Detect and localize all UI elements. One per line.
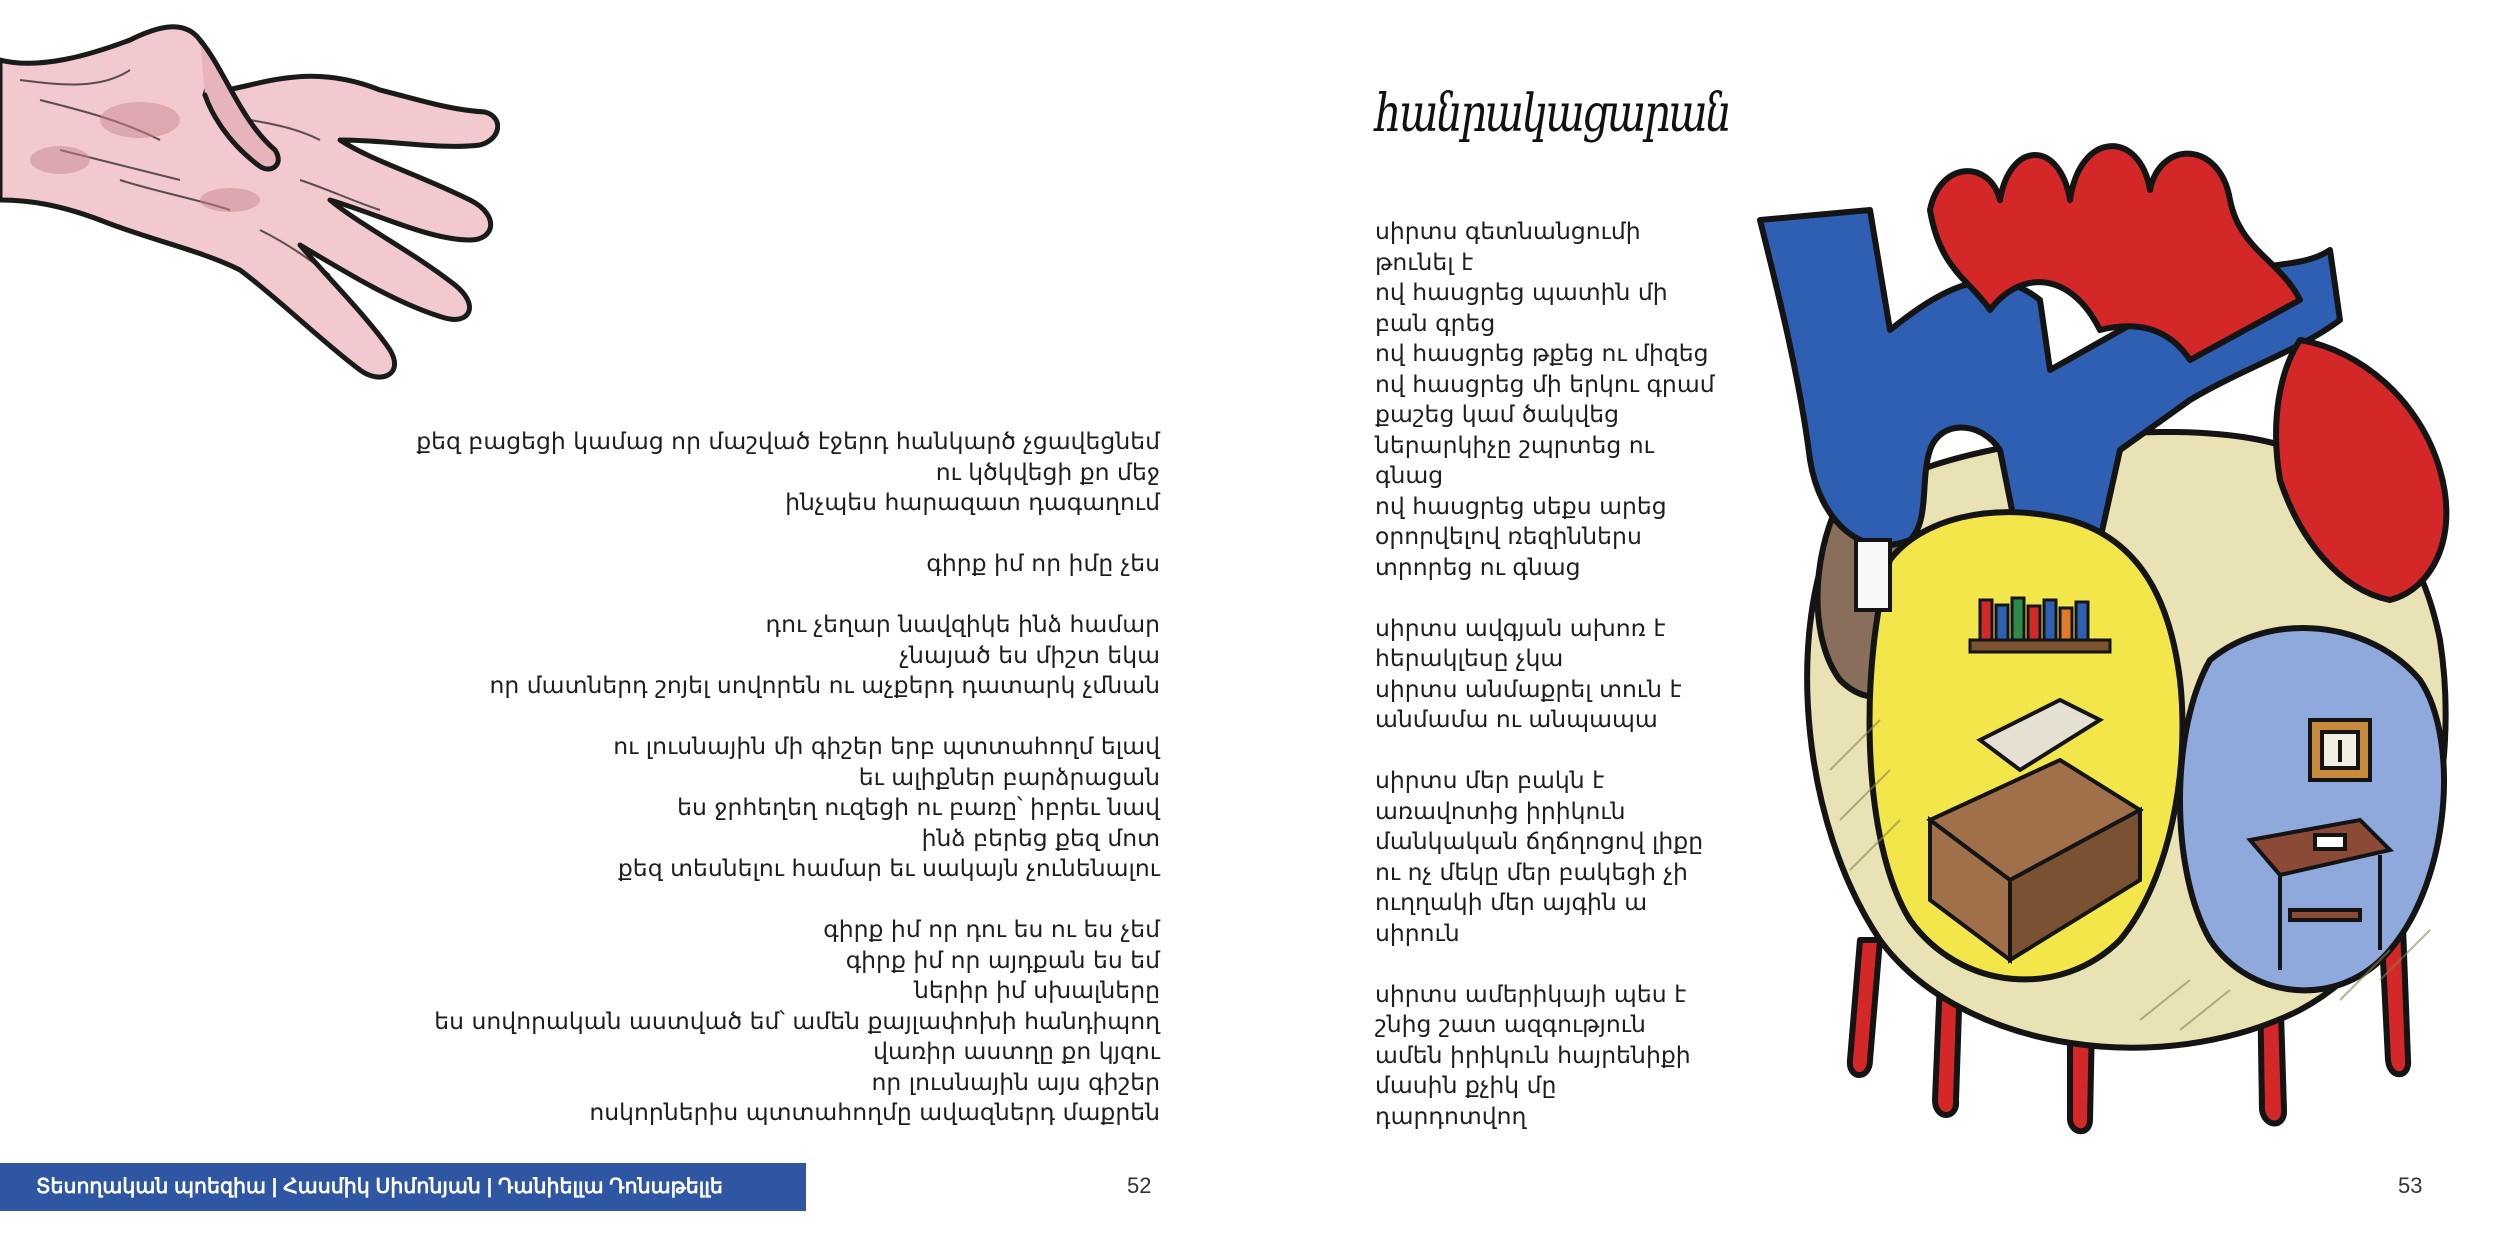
poem-line: ներիր իմ սխալները [914,976,1160,1004]
poem-line: չնայած ես միշտ եկա [899,640,1160,669]
poem-line: քաշեց կամ ծակվեց [1375,400,1620,428]
poem-line: սիրտս ավգյան ախոռ է [1375,613,1666,642]
poem-line: սիրտս գետնանցումի [1375,217,1641,245]
poem-line: դու չեղար նավզիկե ինձ համար [765,610,1160,638]
poem-line: ես սովորական աստված եմ՝ ամեն քայլափոխի հանդիպող [434,1006,1160,1035]
poem-line: ներարկիչը շպրտեց ու [1375,430,1654,459]
poem-line: ու լուսնային մի գիշեր երբ պտտահողմ ելավ [613,732,1160,760]
poem-line: սիրուն [1375,918,1460,947]
poem-line: սիրտս ամերիկայի պես է [1375,979,1687,1008]
stanza [1375,765,1795,948]
poem-line: վառիր աստղը քո կյզու [873,1037,1160,1065]
poem-line: որ մատներդ շոյել սովորեն ու աչքերդ դատարկ չմնան [489,671,1160,699]
poem-title: հանրակացարան [1375,84,1730,144]
poem-line: մանկական ճղճղոցով լիքը [1375,827,1704,855]
poem-line: ես ջրհեղեղ ուզեցի ու բառը՝ իբրեւ նավ [677,793,1160,821]
poem-line: ու կծկվեցի քո մեջ [935,457,1160,486]
poem-line: ոսկորներիս պտտահողմը ավազներդ մաքրեն [589,1098,1160,1126]
poem-line: քեզ տեսնելու համար եւ սակայն չունենալու [617,854,1160,882]
poem-line: հերակլեսը չկա [1375,644,1564,672]
poem-line: առավոտից իրիկուն [1375,796,1626,825]
poem-line: սիրտս անմաքրել տուն է [1375,674,1682,703]
poem-line: բան գրեց [1375,308,1496,337]
page-number-right: 53 [2398,1173,2423,1198]
poem-line: գիրք իմ որ դու ես ու ես չեմ [823,915,1160,943]
poem-line: տրորեց ու գնաց [1375,552,1581,581]
anatomical-heart-illustration [1740,120,2500,1140]
stanza [1375,979,1795,1132]
poem-line: ինչպես հարազատ դագաղում [785,488,1160,516]
stanza [1375,216,1795,582]
poem-line: ինձ բերեց քեզ մոտ [921,823,1160,852]
poem-line: որ լուսնային այս գիշեր [871,1067,1160,1096]
stanza [160,731,1160,884]
poem-left [160,426,1160,1128]
poem-line: գնաց [1375,461,1444,489]
poem-line: սիրտս մեր բակն է [1375,766,1605,794]
right-page [1250,0,2500,1250]
poem-line: մասին քչիկ մը [1375,1071,1557,1099]
stanza [160,914,1160,1128]
page-number-left: 52 [1127,1173,1152,1198]
poem-line: շնից շատ ազգություն [1375,1010,1646,1038]
poem-line: ով հասցրեց թքեց ու միզեց [1375,339,1709,367]
poem-right [1375,216,1795,1131]
poem-line: եւ ալիքներ բարձրացան [858,762,1160,791]
poem-line: գիրք իմ որ այդքան ես եմ [845,945,1160,974]
stanza [160,426,1160,518]
stanza [160,548,1160,579]
poem-line: օրորվելով ռեզիններս [1375,522,1642,550]
poem-line: ով հասցրեց պատին մի [1375,278,1668,306]
poem-line: քեզ բացեցի կամաց որ մաշված էջերդ հանկարծ չցավեցնեմ [416,427,1160,455]
poem-line: ամեն իրիկուն հայրենիքի [1375,1040,1691,1069]
book-footer-banner: Տեսողական պոեզիա | Հասմիկ Սիմոնյան | Դանիելլա Դոնաթելլե [0,1163,806,1211]
poem-line: գիրք իմ որ իմը չես [926,549,1160,577]
poem-line: թունել է [1375,247,1474,276]
poem-line: ուղղակի մեր այգին ա [1375,888,1648,916]
poem-line: ով հասցրեց մի երկու գրամ [1375,369,1715,398]
poem-line: ու ոչ մեկը մեր բակեցի չի [1375,857,1688,886]
poem-line: դարդոտվող [1375,1101,1527,1130]
poem-line: ով հասցրեց սեքս արեց [1375,491,1667,520]
stanza [160,609,1160,701]
hand-illustration [0,0,500,400]
poem-line: անմամա ու անպապա [1375,705,1658,733]
stanza [1375,613,1795,735]
